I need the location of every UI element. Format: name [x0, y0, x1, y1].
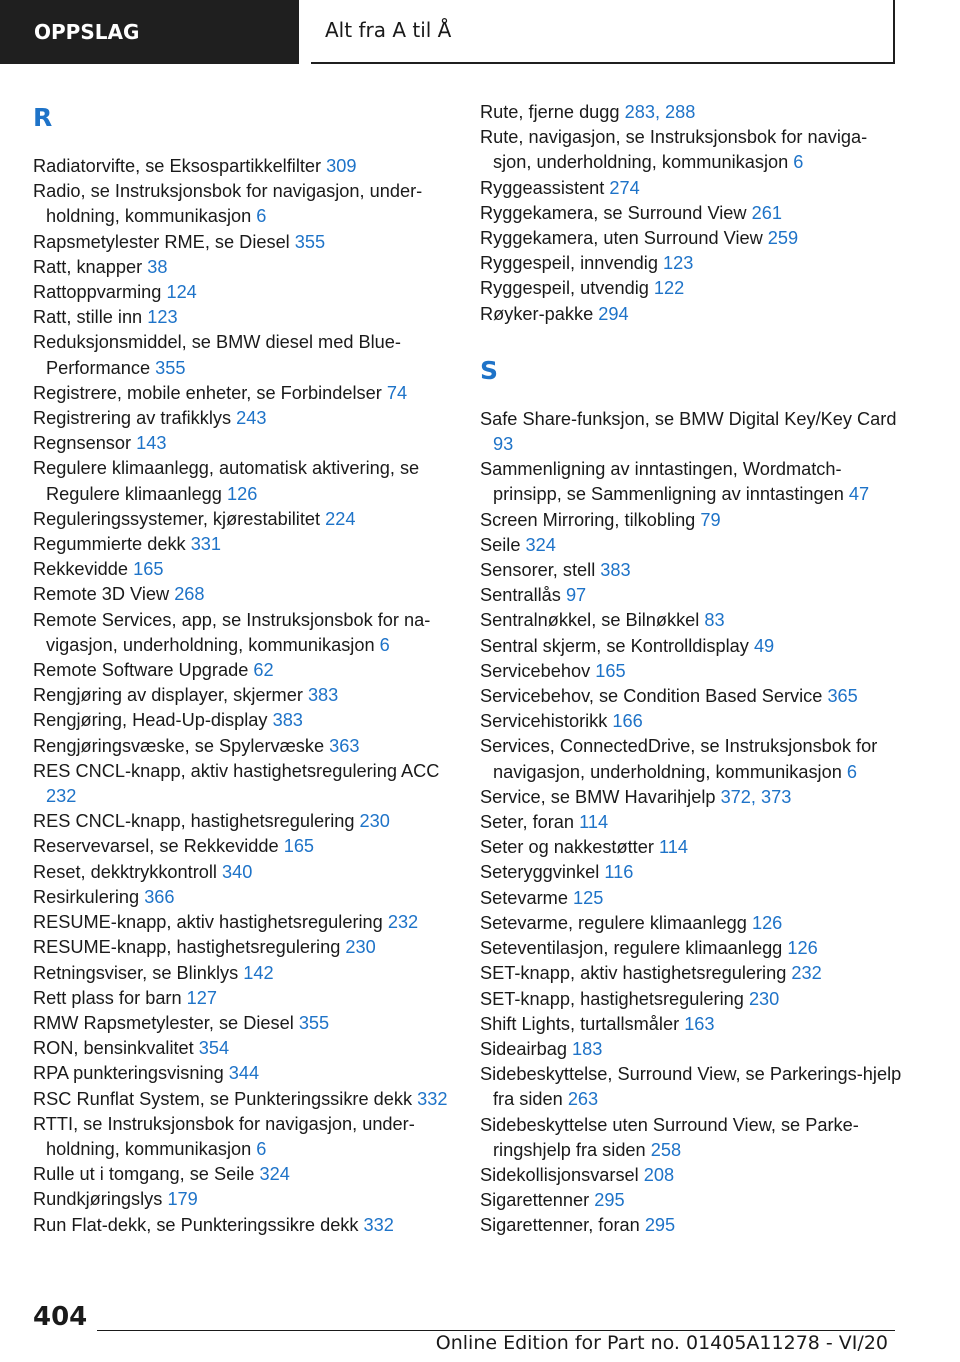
page-reference-link[interactable]: 366 [144, 886, 175, 907]
entry-term: Services, ConnectedDrive, se Instruksjonsbok for navigasjon, underholdning, kommunikasjon [480, 736, 878, 782]
page-reference-link[interactable]: 263 [567, 1089, 599, 1110]
page-reference-link[interactable]: 183 [572, 1038, 603, 1059]
entry-term: Regnsensor [33, 433, 137, 454]
entry-term: Sidekollisjonsvarsel [480, 1164, 644, 1185]
entry-term: Ratt, knapper [33, 256, 148, 277]
page-reference-link[interactable]: 74 [386, 382, 408, 403]
index-entry [480, 1113, 905, 1163]
entry-list-r [33, 154, 453, 1238]
index-entry [33, 1162, 453, 1187]
entry-term: Safe Share-funksjon, se BMW Digital Key/Key Card [480, 408, 897, 429]
page-reference-link[interactable]: 232 [46, 786, 77, 807]
entry-term: Reduksjonsmiddel, se BMW diesel med Blue-Performance [33, 332, 401, 378]
index-entry [33, 431, 453, 456]
index-entry [33, 885, 453, 910]
entry-term: RTTI, se Instruksjonsbok for navigasjon, under-holdning, kommunikasjon [33, 1113, 415, 1159]
page-reference-link[interactable]: 142 [243, 962, 274, 983]
page-reference-link[interactable]: 232 [387, 912, 419, 933]
index-entry [33, 255, 453, 280]
index-entry [33, 683, 453, 708]
entry-term: Reguleringssystemer, kjørestabilitet [33, 508, 326, 529]
index-entry [480, 558, 905, 583]
page-reference-link[interactable]: 47 [848, 484, 870, 505]
page-reference-link[interactable]: 283, 288 [624, 102, 696, 122]
entry-term: Rute, navigasjon, se Instruksjonsbok for naviga-sjon, underholdning, kommunikasjon [480, 127, 868, 173]
page-reference-link[interactable]: 324 [525, 534, 556, 555]
index-entry [33, 608, 453, 658]
entry-term: Sidebeskyttelse, Surround View, se Parkerings-hjelp fra siden [480, 1064, 902, 1110]
entry-term: Seter og nakkestøtter [480, 837, 659, 858]
page-reference-link[interactable]: 6 [793, 152, 804, 173]
footer-edition: Online Edition for Part no. 01405A11278 - VI/20 [435, 1332, 888, 1354]
entry-term: Screen Mirroring, tilkobling [480, 509, 701, 530]
entry-term: Ryggespeil, utvendig [480, 278, 654, 299]
page-reference-link[interactable]: 165 [595, 660, 626, 681]
entry-term: RES CNCL-knapp, aktiv hastighetsregulering ACC [33, 760, 440, 781]
index-entry [33, 658, 453, 683]
page-reference-link[interactable]: 126 [787, 938, 818, 959]
entry-list-r-continued [480, 100, 905, 327]
page-reference-link[interactable]: 6 [846, 761, 857, 782]
entry-term: Sideairbag [480, 1038, 573, 1059]
entry-term: Ratt, stille inn [33, 307, 148, 328]
index-entry [480, 961, 905, 986]
entry-term: RMW Rapsmetylester, se Diesel [33, 1012, 299, 1033]
page-reference-link[interactable]: 363 [329, 735, 360, 756]
entry-term: Rundkjøringslys [33, 1189, 168, 1210]
page-reference-link[interactable]: 165 [283, 836, 315, 857]
index-entry [33, 1187, 453, 1212]
entry-term: Rekkevidde [33, 559, 134, 580]
page-reference-link[interactable]: 143 [136, 433, 167, 454]
page-reference-link[interactable]: 116 [604, 862, 634, 883]
entry-term: Regummierte dekk [33, 534, 191, 555]
index-entry [33, 734, 453, 759]
index-entry [33, 406, 453, 431]
index-entry [33, 910, 453, 935]
entry-term: Rengjøring av displayer, skjermer [33, 685, 308, 706]
entry-term: Sensorer, stell [480, 560, 601, 581]
index-entry [33, 557, 453, 582]
index-entry [33, 507, 453, 532]
entry-term: Rute, fjerne dugg [480, 102, 625, 122]
entry-term: Sammenligning av inntastingen, Wordmatch-prinsipp, se Sammenligning av inntastingen [480, 459, 849, 505]
index-entry [480, 860, 905, 885]
index-column-right [480, 100, 905, 1239]
entry-term: Remote 3D View [33, 584, 175, 605]
entry-term: RSC Runflat System, se Punkteringssikre dekk [33, 1088, 418, 1109]
page-reference-link[interactable]: 166 [612, 711, 643, 732]
index-entry [480, 1062, 905, 1112]
entry-term: Servicebehov [480, 660, 596, 681]
entry-term: Sidebeskyttelse uten Surround View, se Parke-ringshjelp fra siden [480, 1114, 859, 1160]
page-reference-link[interactable]: 124 [166, 282, 197, 303]
index-entry [33, 582, 453, 607]
index-entry [480, 508, 905, 533]
page-reference-link[interactable]: 123 [663, 253, 694, 274]
page-reference-link[interactable]: 123 [147, 307, 178, 328]
index-entry [33, 280, 453, 305]
index-entry [33, 1112, 453, 1162]
entry-term: Ryggekamera, uten Surround View [480, 228, 768, 249]
index-entry [480, 583, 905, 608]
page-reference-link[interactable]: 62 [253, 660, 274, 681]
entry-term: Reset, dekktrykkontroll [33, 861, 223, 882]
page-reference-link[interactable]: 93 [493, 434, 514, 455]
index-entry [33, 1213, 453, 1238]
entry-term: Radio, se Instruksjonsbok for navigasjon, under-holdning, kommunikasjon [33, 181, 423, 227]
page-reference-link[interactable]: 383 [272, 710, 303, 731]
index-entry [33, 1011, 453, 1036]
index-entry [33, 759, 453, 809]
entry-term: Servicebehov, se Condition Based Service [480, 686, 828, 707]
index-column-left [33, 100, 453, 1238]
entry-term: Remote Services, app, se Instruksjonsbok for na-vigasjon, underholdning, kommunikasjon [33, 609, 431, 655]
page-reference-link[interactable]: 355 [155, 357, 186, 378]
index-entry [480, 734, 905, 784]
page-reference-link[interactable]: 114 [579, 812, 609, 833]
entry-term: RESUME-knapp, hastighetsregulering [33, 937, 346, 958]
page-reference-link[interactable]: 340 [222, 861, 253, 882]
index-entry [480, 886, 905, 911]
entry-term: Seteventilasjon, regulere klimaanlegg [480, 938, 788, 959]
entry-term: Setevarme [480, 887, 573, 908]
index-entry [480, 634, 905, 659]
page-reference-link[interactable]: 163 [684, 1013, 715, 1034]
page-reference-link[interactable]: 258 [650, 1139, 682, 1160]
index-entry [33, 860, 453, 885]
page-reference-link[interactable]: 243 [236, 408, 267, 429]
section-letter-r: R [33, 103, 53, 132]
page-reference-link[interactable]: 83 [704, 610, 725, 631]
entry-term: Rattoppvarming [33, 282, 167, 303]
entry-term: Shift Lights, turtallsmåler [480, 1013, 685, 1034]
index-entry [33, 809, 453, 834]
index-entry [480, 987, 905, 1012]
index-entry [480, 302, 905, 327]
page-reference-link[interactable]: 49 [753, 635, 775, 656]
page-reference-link[interactable]: 232 [791, 963, 822, 984]
page-reference-link[interactable]: 97 [565, 585, 587, 606]
page-reference-link[interactable]: 6 [256, 206, 267, 227]
index-entry [480, 251, 905, 276]
entry-term: RES CNCL-knapp, hastighetsregulering [33, 811, 360, 832]
page-number: 404 [33, 1302, 88, 1332]
entry-term: Sigarettenner, foran [480, 1215, 645, 1236]
index-entry [480, 810, 905, 835]
page-reference-link[interactable]: 294 [598, 303, 629, 324]
entry-term: Ryggespeil, innvendig [480, 253, 664, 274]
page-reference-link[interactable]: 295 [644, 1215, 676, 1236]
page-reference-link[interactable]: 324 [259, 1164, 290, 1185]
entry-term: RESUME-knapp, aktiv hastighetsregulering [33, 912, 388, 933]
index-entry [480, 100, 905, 125]
page-reference-link[interactable]: 230 [748, 988, 780, 1009]
index-entry [33, 935, 453, 960]
page-reference-link[interactable]: 6 [256, 1138, 267, 1159]
index-entry [480, 407, 905, 457]
entry-term: Seter, foran [480, 812, 580, 833]
entry-term: Rapsmetylester RME, se Diesel [33, 231, 295, 252]
index-entry [33, 1061, 453, 1086]
index-entry [33, 961, 453, 986]
entry-term: Setevarme, regulere klimaanlegg [480, 912, 752, 933]
index-entry [480, 1163, 905, 1188]
page-reference-link[interactable]: 79 [700, 509, 721, 530]
page-reference-link[interactable]: 230 [345, 937, 376, 958]
page-reference-link[interactable]: 114 [658, 837, 688, 858]
page-reference-link[interactable]: 224 [325, 508, 356, 529]
index-entry [33, 986, 453, 1011]
entry-term: Rett plass for barn [33, 987, 187, 1008]
entry-term: Servicehistorikk [480, 711, 613, 732]
page-reference-link[interactable]: 355 [294, 231, 326, 252]
entry-term: RPA punkteringsvisning [33, 1063, 229, 1084]
page-reference-link[interactable]: 126 [751, 912, 783, 933]
page-reference-link[interactable]: 230 [359, 811, 390, 832]
entry-term: Sentralnøkkel, se Bilnøkkel [480, 610, 705, 631]
entry-term: Remote Software Upgrade [33, 660, 254, 681]
page-reference-link[interactable]: 179 [167, 1189, 198, 1210]
page-reference-link[interactable]: 38 [147, 256, 168, 277]
entry-term: RON, bensinkvalitet [33, 1038, 199, 1059]
entry-term: Røyker-pakke [480, 303, 599, 324]
index-entry [480, 608, 905, 633]
entry-term: Sigarettenner [480, 1190, 595, 1211]
index-entry [33, 230, 453, 255]
entry-term: Service, se BMW Havarihjelp [480, 786, 721, 807]
index-entry [480, 835, 905, 860]
page-reference-link[interactable]: 354 [198, 1038, 230, 1059]
index-entry [480, 457, 905, 507]
page-reference-link[interactable]: 344 [228, 1063, 260, 1084]
page-reference-link[interactable]: 372, 373 [720, 786, 792, 807]
index-entry [480, 176, 905, 201]
header-title: Alt fra A til Å [311, 0, 895, 64]
entry-term: Ryggekamera, se Surround View [480, 202, 752, 223]
entry-list-s [480, 407, 905, 1239]
page-reference-link[interactable]: 125 [573, 887, 604, 908]
entry-term: Rulle ut i tomgang, se Seile [33, 1164, 260, 1185]
index-entry [480, 709, 905, 734]
page-reference-link[interactable]: 259 [767, 228, 799, 249]
entry-term: Radiatorvifte, se Eksospartikkelfilter [33, 156, 327, 176]
page-reference-link[interactable]: 261 [751, 202, 782, 223]
entry-term: Ryggeassistent [480, 177, 610, 198]
page-reference-link[interactable]: 332 [363, 1214, 394, 1235]
section-tab: OPPSLAG [0, 0, 299, 64]
page-reference-link[interactable]: 383 [600, 560, 631, 581]
page-reference-link[interactable]: 126 [226, 483, 258, 504]
page-reference-link[interactable]: 268 [174, 584, 205, 605]
index-entry [33, 532, 453, 557]
entry-term: SET-knapp, hastighetsregulering [480, 988, 749, 1009]
index-entry [33, 1087, 453, 1112]
index-entry [480, 226, 905, 251]
entry-term: Rengjøring, Head-Up-display [33, 710, 273, 731]
page-reference-link[interactable]: 165 [133, 559, 164, 580]
page-reference-link[interactable]: 309 [326, 156, 357, 176]
entry-term: Seile [480, 534, 526, 555]
index-entry [33, 381, 453, 406]
index-entry [480, 936, 905, 961]
index-entry [33, 305, 453, 330]
entry-term: Registrering av trafikklys [33, 408, 237, 429]
entry-term: Rengjøringsvæske, se Spylervæske [33, 735, 330, 756]
page-reference-link[interactable]: 331 [190, 534, 222, 555]
entry-term: Seteryggvinkel [480, 862, 605, 883]
index-entry [480, 1213, 905, 1238]
entry-term: Sentral skjerm, se Kontrolldisplay [480, 635, 754, 656]
index-entry [480, 785, 905, 810]
page-reference-link[interactable]: 127 [186, 987, 218, 1008]
page-reference-link[interactable]: 365 [827, 686, 858, 707]
index-entry [33, 154, 453, 179]
index-entry [480, 1037, 905, 1062]
page-reference-link[interactable]: 6 [379, 634, 390, 655]
index-entry [480, 911, 905, 936]
entry-term: Regulere klimaanlegg, automatisk aktivering, se Regulere klimaanlegg [33, 458, 420, 504]
page-reference-link[interactable]: 383 [307, 685, 339, 706]
entry-term: Retningsviser, se Blinklys [33, 962, 244, 983]
page-reference-link[interactable]: 355 [298, 1012, 330, 1033]
index-entry [33, 456, 453, 506]
page-reference-link[interactable]: 274 [609, 177, 640, 198]
index-entry [480, 1012, 905, 1037]
index-entry [33, 834, 453, 859]
index-entry [33, 330, 453, 380]
page-reference-link[interactable]: 122 [653, 278, 685, 299]
index-entry [480, 533, 905, 558]
page-reference-link[interactable]: 208 [643, 1164, 675, 1185]
index-entry [33, 1036, 453, 1061]
entry-term: SET-knapp, aktiv hastighetsregulering [480, 963, 792, 984]
index-entry [33, 179, 453, 229]
page-reference-link[interactable]: 332 [417, 1088, 448, 1109]
index-entry [480, 125, 905, 175]
entry-term: Registrere, mobile enheter, se Forbindelser [33, 382, 387, 403]
footer-divider [97, 1330, 895, 1331]
index-entry [480, 659, 905, 684]
entry-term: Run Flat-dekk, se Punkteringssikre dekk [33, 1214, 364, 1235]
entry-term: Sentrallås [480, 585, 566, 606]
index-entry [480, 201, 905, 226]
section-letter-s: S [480, 355, 499, 385]
index-entry [480, 684, 905, 709]
page-reference-link[interactable]: 295 [594, 1190, 625, 1211]
index-entry [33, 708, 453, 733]
entry-term: Reservevarsel, se Rekkevidde [33, 836, 284, 857]
index-entry [480, 1188, 905, 1213]
index-entry [480, 276, 905, 301]
entry-term: Resirkulering [33, 886, 145, 907]
